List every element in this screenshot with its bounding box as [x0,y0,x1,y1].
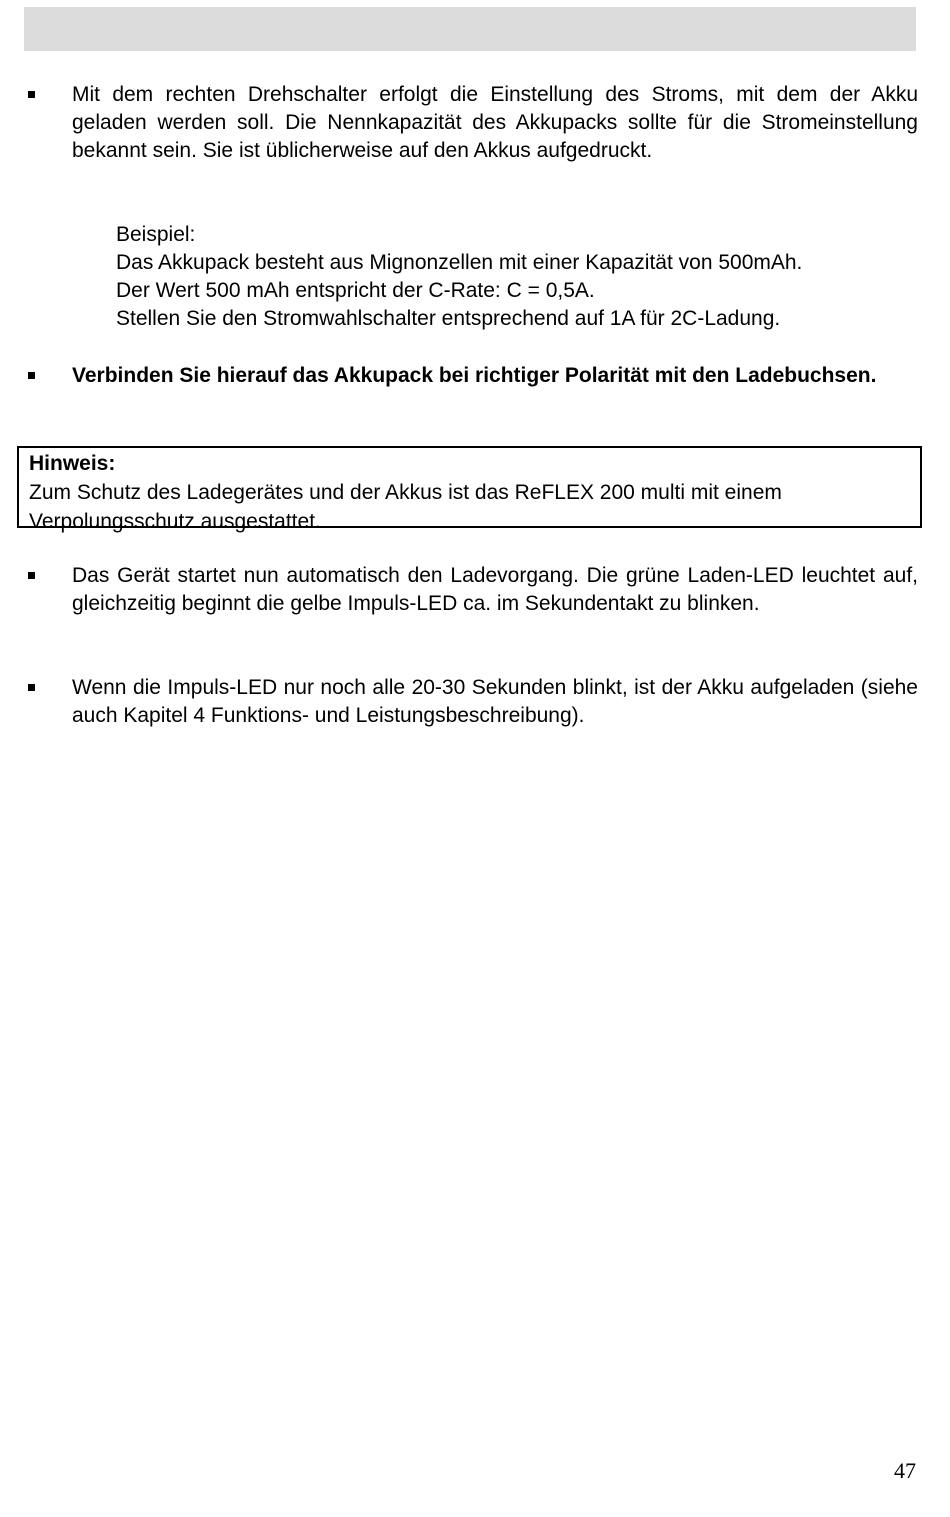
bullet-marker [28,91,35,98]
note-box [17,446,922,533]
example-line: Das Akkupack besteht aus Mignonzellen mit einer Kapazität von 500mAh. [116,251,803,274]
note-title: Hinweis: [29,452,116,475]
bullet-text-connect-pack: Verbinden Sie hierauf das Akkupack bei richtiger Polarität mit den Ladebuchsen. [72,364,877,387]
example-block [116,221,936,333]
bullet-text-current-setting: Mit dem rechten Drehschalter erfolgt die Einstellung des Stroms, mit dem der Akku geladen werden soll. Die Nennkapazität des Akkupacks sollte für die Stromeinstellung bekannt sein. Sie ist üblicherweise auf den Akkus aufgedruckt. [72,83,918,162]
bullet-marker [28,372,35,379]
example-line: Der Wert 500 mAh entspricht der C-Rate: C = 0,5A. [116,279,595,302]
bullet-text-charging-start: Das Gerät startet nun automatisch den Ladevorgang. Die grüne Laden-LED leuchtet auf, gleichzeitig beginnt die gelbe Impuls-LED ca. im Sekundentakt zu blinken. [72,564,918,615]
bullet-marker [28,572,35,579]
example-line: Stellen Sie den Stromwahlschalter entsprechend auf 1A für 2C-Ladung. [116,307,781,330]
example-heading: Beispiel: [116,223,196,246]
page-number: 47 [894,1458,916,1483]
note-text: Zum Schutz des Ladegerätes und der Akkus ist das ReFLEX 200 multi mit einem Verpolungsschutz ausgestattet. [29,481,782,533]
bullet-marker [28,684,35,691]
bullet-text-charging-done: Wenn die Impuls-LED nur noch alle 20-30 Sekunden blinkt, ist der Akku aufgeladen (siehe auch Kapitel 4 Funktions- und Leistungsbeschreibung). [72,676,918,727]
header-bar [24,7,916,51]
